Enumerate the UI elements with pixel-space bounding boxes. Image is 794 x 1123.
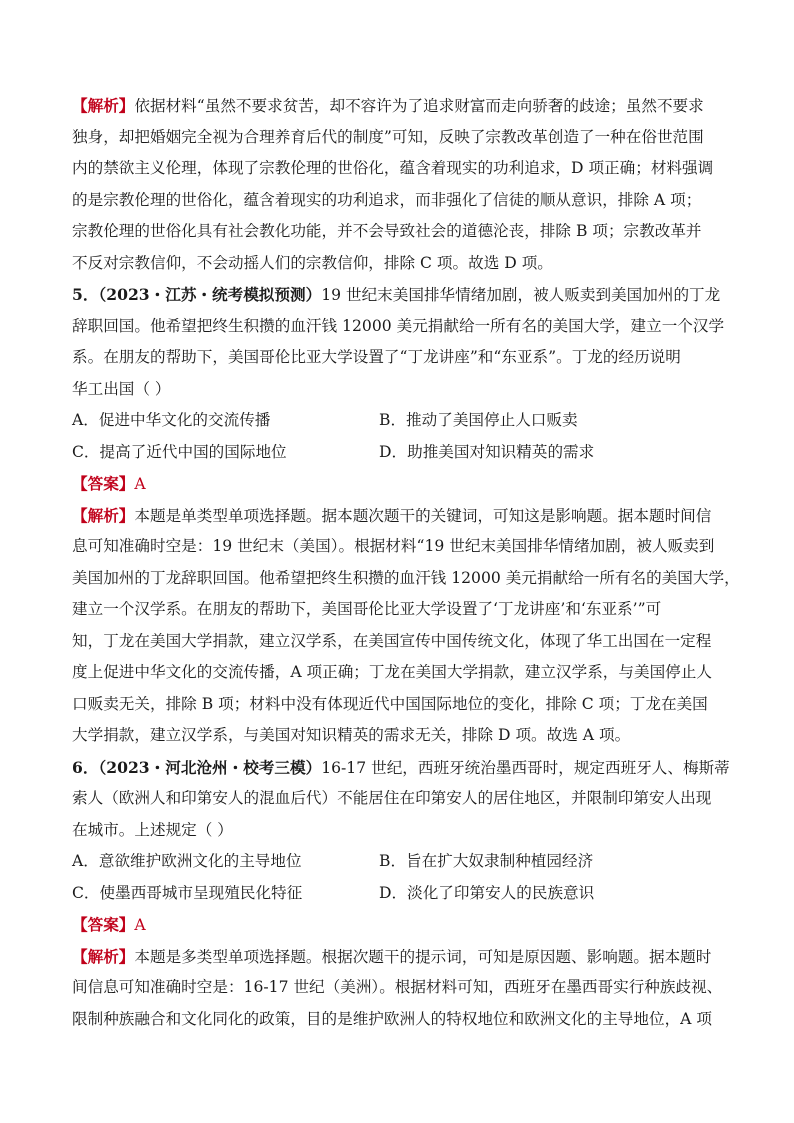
document-page: [72, 90, 740, 1035]
prev-analysis-line-5: 宗教伦理的世俗化具有社会教化功能，并不会导致社会的道德沦丧，排除 B 项；宗教改革并: [72, 222, 702, 240]
q6-stem-line-3: 在城市。上述规定（ ）: [72, 820, 233, 839]
q6-stem-line-1: 6．（2023・河北沧州・校考三模）16-17 世纪，西班牙统治墨西哥时，规定西班牙人、梅斯蒂: [72, 757, 730, 777]
q5-options-row-1: [72, 405, 722, 437]
q5-analysis-line-5: 知，丁龙在美国大学捐款，建立汉学系，在美国宣传中国传统文化，体现了华工出国在一定程: [72, 631, 712, 650]
analysis-tag: 【解析】: [72, 946, 135, 966]
q5-analysis-line-3: 美国加州的丁龙辞职回国。他希望把终生积攒的血汗钱 12000 美元捐献给一所有名的美国大学，: [72, 568, 740, 587]
q6-option-b[interactable]: B．旨在扩大奴隶制种植园经济: [379, 852, 594, 870]
q5-analysis-line-6: 度上促进中华文化的交流传播，A 项正确；丁龙在美国大学捐款，建立汉学系，与美国停止人: [72, 663, 712, 681]
q5-analysis-line-2: 息可知准确时空是：19 世纪末（美国）。根据材料“19 世纪末美国排华情绪加剧，被人贩卖到: [72, 537, 715, 555]
prev-analysis-line-3: 内的禁欲主义伦理，体现了宗教伦理的世俗化，蕴含着现实的功利追求，D 项正确；材料强调: [72, 159, 714, 177]
q5-options-row-2: [72, 437, 722, 469]
q5-analysis-line-7: 口贩卖无关，排除 B 项；材料中没有体现近代中国国际地位的变化，排除 C 项；丁龙在美国: [72, 694, 708, 713]
q5-stem-line-2: 辞职回国。他希望把终生积攒的血汗钱 12000 美元捐献给一所有名的美国大学，建立一个汉学: [72, 316, 725, 335]
q5-option-c[interactable]: C．提高了近代中国的国际地位: [72, 442, 287, 461]
q5-stem-line-3: 系。在朋友的帮助下，美国哥伦比亚大学设置了“丁龙讲座”和“东亚系”。丁龙的经历说明: [72, 348, 681, 366]
q6-option-d[interactable]: D．淡化了印第安人的民族意识: [379, 883, 595, 902]
prev-analysis-line-6: 不反对宗教信仰，不会动摇人们的宗教信仰，排除 C 项。故选 D 项。: [72, 253, 553, 272]
analysis-tag: 【解析】: [72, 505, 135, 525]
q5-option-b[interactable]: B．推动了美国停止人口贩卖: [379, 411, 578, 429]
q6-option-c[interactable]: C．使墨西哥城市呈现殖民化特征: [72, 883, 303, 902]
q6-options-row-1: [72, 846, 722, 878]
q6-answer: A: [134, 916, 146, 934]
prev-analysis-line-4: 的是宗教伦理的世俗化，蕴含着现实的功利追求，而非强化了信徒的顺从意识，排除 A 项；: [72, 190, 702, 209]
q5-source: （2023・江苏・统考模拟预测）: [98, 285, 322, 304]
q5-option-d[interactable]: D．助推美国对知识精英的需求: [379, 442, 595, 461]
answer-tag: 【答案】: [72, 474, 135, 493]
answer-tag: 【答案】: [72, 915, 135, 934]
q5-stem-line-1: 5．（2023・江苏・统考模拟预测）19 世纪末美国排华情绪加剧，被人贩卖到美国加州的丁龙: [72, 285, 721, 304]
prev-analysis-line-1: 【解析】依据材料“虽然不要求贫苦，却不容许为了追求财富而走向骄奢的歧途；虽然不要求: [72, 96, 704, 115]
q6-number: 6．: [72, 757, 99, 777]
q6-analysis-line-2: 间信息可知准确时空是：16-17 世纪（美洲）。根据材料可知，西班牙在墨西哥实行种族歧视、: [72, 978, 723, 996]
analysis-tag: 【解析】: [72, 96, 135, 115]
q6-analysis-line-1: 【解析】本题是多类型单项选择题。根据次题干的提示词，可知是原因题、影响题。据本题时: [72, 946, 712, 966]
q6-option-a[interactable]: A．意欲维护欧洲文化的主导地位: [72, 852, 302, 870]
q5-answer-line: [72, 468, 722, 500]
prev-analysis-line-2: 独身，却把婚姻完全视为合理养育后代的制度”可知，反映了宗教改革创造了一种在俗世范围: [72, 127, 704, 146]
q6-analysis-line-3: 限制种族融合和文化同化的政策，目的是维护欧洲人的特权地位和欧洲文化的主导地位，A 项: [72, 1009, 712, 1028]
q6-stem-line-2: 索人（欧洲人和印第安人的混血后代）不能居住在印第安人的居住地区，并限制印第安人出现: [72, 789, 712, 807]
q6-options-row-2: [72, 878, 722, 910]
q6-source: （2023・河北沧州・校考三模）: [98, 757, 322, 777]
q5-number: 5．: [72, 285, 99, 304]
q5-analysis-line-4: 建立一个汉学系。在朋友的帮助下，美国哥伦比亚大学设置了‘丁龙讲座’和‘东亚系’”可: [72, 600, 662, 618]
q5-answer: A: [134, 475, 146, 493]
q6-answer-line: [72, 909, 722, 941]
q5-analysis-line-1: 【解析】本题是单类型单项选择题。据本题次题干的关键词，可知这是影响题。据本题时间信: [72, 505, 712, 525]
q5-stem-line-4: 华工出国（ ）: [72, 379, 171, 398]
q5-analysis-line-8: 大学捐款，建立汉学系，与美国对知识精英的需求无关，排除 D 项。故选 A 项。: [72, 726, 631, 744]
q5-option-a[interactable]: A．促进中华文化的交流传播: [72, 411, 271, 429]
